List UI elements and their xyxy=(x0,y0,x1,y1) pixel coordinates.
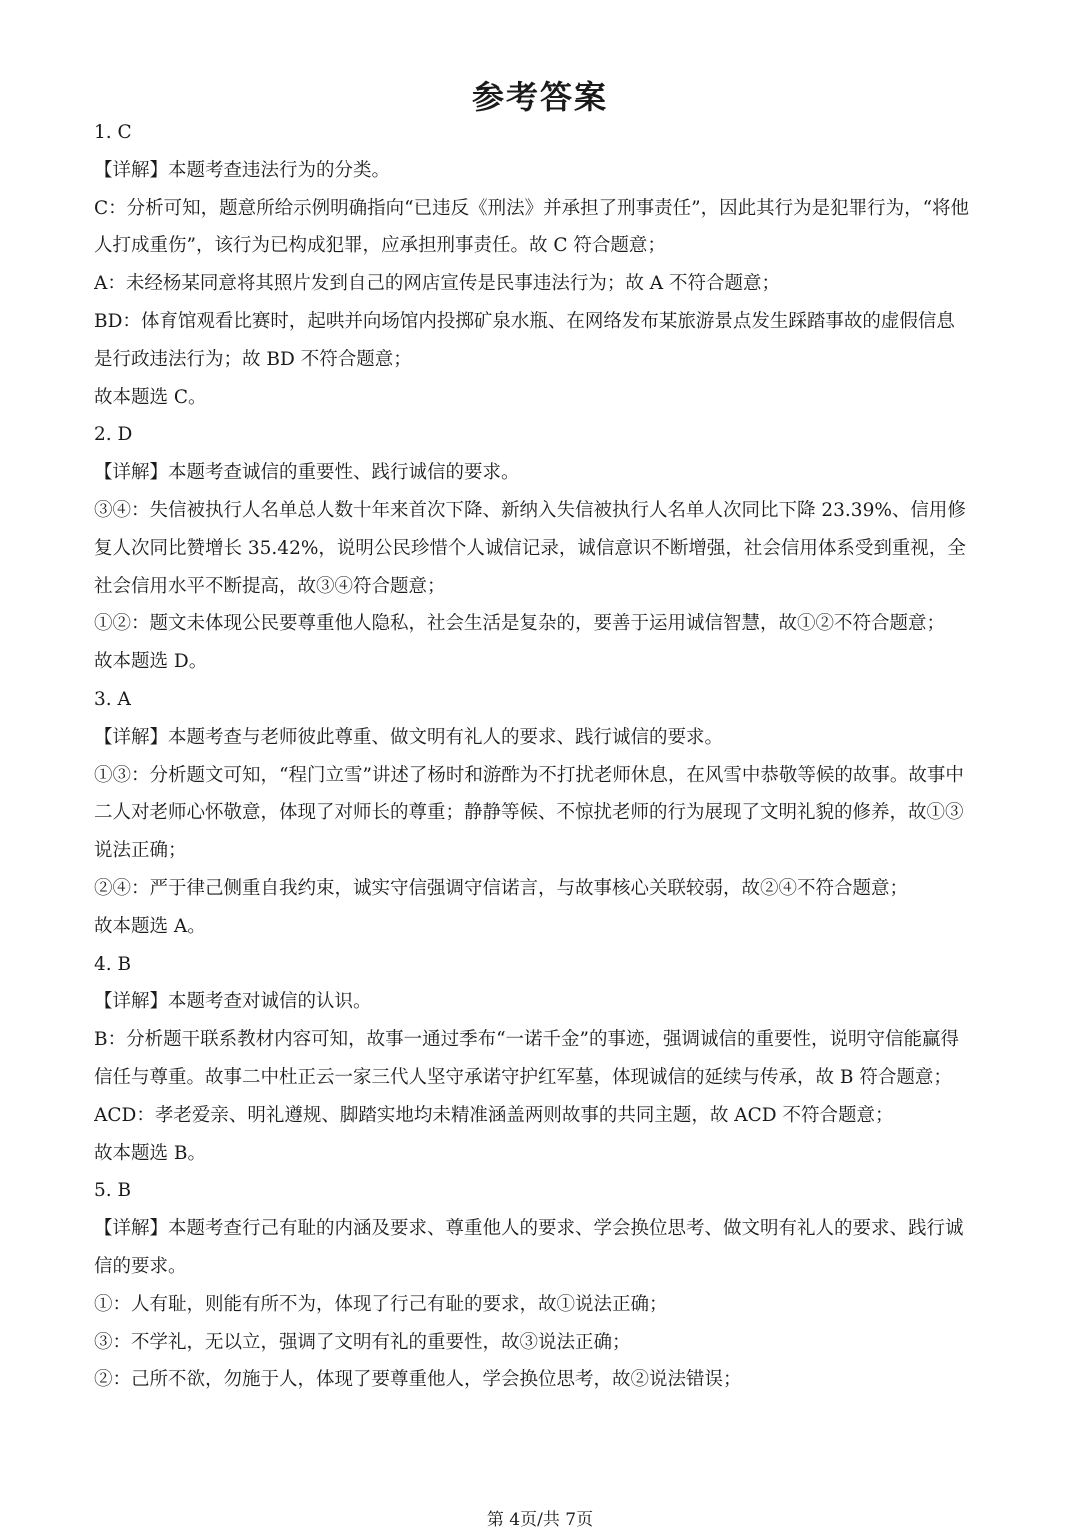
answer-line: 社会信用水平不断提高，故③④符合题意； xyxy=(94,575,446,597)
answer-line: 【详解】本题考查行己有耻的内涵及要求、尊重他人的要求、学会换位思考、做文明有礼人的要求、践行诚 xyxy=(94,1218,964,1240)
answer-line: ①：人有耻，则能有所不为，体现了行己有耻的要求，故①说法正确； xyxy=(94,1293,668,1315)
answer-line: 4. B xyxy=(94,953,132,975)
answer-line: 2. D xyxy=(94,424,133,446)
answer-line: ①②：题文未体现公民要尊重他人隐私，社会生活是复杂的，要善于运用诚信智慧，故①②不符合题意； xyxy=(94,613,946,635)
answer-line: 故本题选 C。 xyxy=(94,386,207,408)
answer-line: 说法正确； xyxy=(94,840,187,862)
answer-line: C：分析可知，题意所给示例明确指向“已违反《刑法》并承担了刑事责任”，因此其行为是犯罪行为，“将他 xyxy=(94,197,970,219)
answer-line: 【详解】本题考查与老师彼此尊重、做文明有礼人的要求、践行诚信的要求。 xyxy=(94,726,724,748)
answer-line: 二人对老师心怀敬意，体现了对师长的尊重；静静等候、不惊扰老师的行为展现了文明礼貌的修养，故①③ xyxy=(94,802,964,824)
answer-line: B：分析题干联系教材内容可知，故事一通过季布“一诺千金”的事迹，强调诚信的重要性，说明守信能赢得 xyxy=(94,1029,960,1051)
answer-line: 故本题选 A。 xyxy=(94,915,206,937)
page-footer: 第 4页/共 7页 xyxy=(486,1510,594,1530)
answer-line: 【详解】本题考查诚信的重要性、践行诚信的要求。 xyxy=(94,462,520,484)
answer-line: ②：己所不欲，勿施于人，体现了要尊重他人，学会换位思考，故②说法错误； xyxy=(94,1369,742,1391)
answer-line: ②④：严于律己侧重自我约束，诚实守信强调守信诺言，与故事核心关联较弱，故②④不符合题意； xyxy=(94,877,909,899)
answer-line: 信任与尊重。故事二中杜正云一家三代人坚守承诺守护红军墓，体现诚信的延续与传承，故 B 符合题意； xyxy=(94,1066,952,1088)
answer-line: ③④：失信被执行人名单总人数十年来首次下降、新纳入失信被执行人名单人次同比下降 23.39%、信用修 xyxy=(94,499,966,521)
answer-content xyxy=(94,114,994,1399)
answer-line: 【详解】本题考查违法行为的分类。 xyxy=(94,159,391,181)
answer-line: BD：体育馆观看比赛时，起哄并向场馆内投掷矿泉水瓶、在网络发布某旅游景点发生踩踏事故的虚假信息 xyxy=(94,310,955,332)
answer-line: 是行政违法行为；故 BD 不符合题意； xyxy=(94,348,412,370)
answer-line: 人打成重伤”，该行为已构成犯罪，应承担刑事责任。故 C 符合题意； xyxy=(94,235,666,257)
answer-line: 信的要求。 xyxy=(94,1255,187,1277)
answer-line: 故本题选 D。 xyxy=(94,651,208,673)
answer-line: ③：不学礼，无以立，强调了文明有礼的重要性，故③说法正确； xyxy=(94,1331,631,1353)
answer-line: 复人次同比赞增长 35.42%，说明公民珍惜个人诚信记录，诚信意识不断增强，社会信用体系受到重视，全 xyxy=(94,537,966,559)
answer-line: A：未经杨某同意将其照片发到自己的网店宣传是民事违法行为；故 A 不符合题意； xyxy=(94,273,780,295)
answer-line: 1. C xyxy=(94,122,132,143)
answer-line: ①③：分析题文可知，“程门立雪”讲述了杨时和游酢为不打扰老师休息，在风雪中恭敬等候的故事。故事中 xyxy=(94,764,964,786)
page-title: 参考答案 xyxy=(471,78,608,116)
answer-line: ACD：孝老爱亲、明礼遵规、脚踏实地均未精准涵盖两则故事的共同主题，故 ACD 不符合题意； xyxy=(94,1104,894,1126)
answer-line: 5. B xyxy=(94,1180,132,1202)
answer-line: 3. A xyxy=(94,688,131,710)
answer-line: 【详解】本题考查对诚信的认识。 xyxy=(94,991,372,1013)
answer-line: 故本题选 B。 xyxy=(94,1142,206,1164)
